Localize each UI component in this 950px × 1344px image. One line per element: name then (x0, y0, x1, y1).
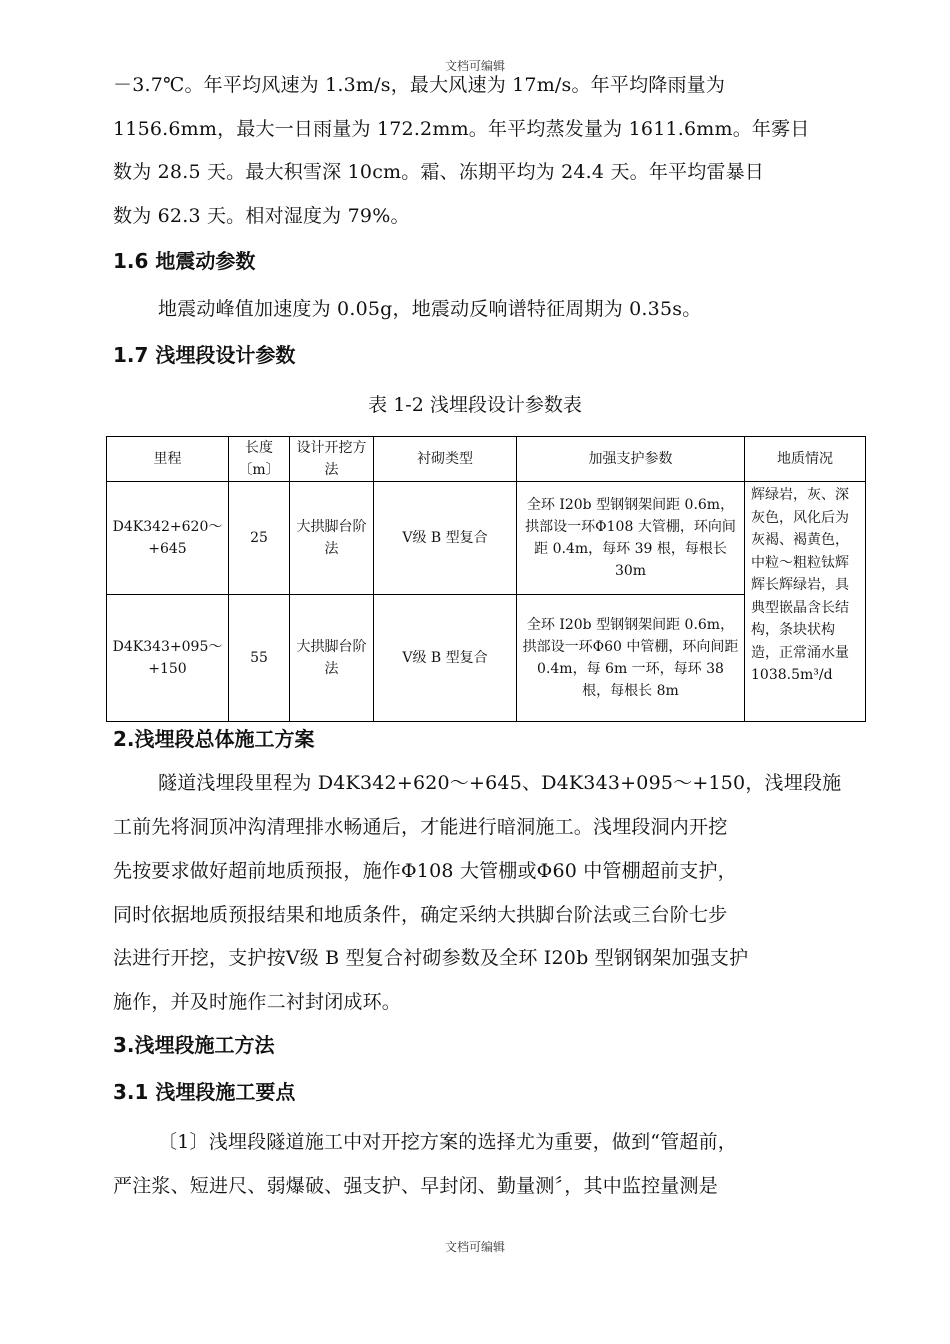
header-note: 文档可编辑 (444, 59, 505, 73)
cell-support: 全环 I20b 型钢钢架间距 0.6m，拱部设一环Φ60 中管棚，环向间距 0.4m，每 6m 一环，每环 38 根，每根长 8m (517, 595, 745, 722)
section-2-line-2: 工前先将洞顶冲沟清理排水畅通后，才能进行暗洞施工。浅埋段洞内开挖 (113, 816, 728, 838)
cell-geology: 辉绿岩，灰、深灰色，风化后为灰褐、褐黄色，中粒～粗粒钛辉辉长辉绿岩，具典型嵌晶含长结构，条块状构造，正常涌水量 1038.5m³/d (745, 482, 866, 722)
section-3-1-line-1: 〔1〕浅埋段隧道施工中对开挖方案的选择尤为重要，做到“管超前， (158, 1131, 738, 1153)
section-1-6-heading: 1.6 地震动参数 (113, 249, 256, 273)
section-2-line-6: 施作，并及时施作二衬封闭成环。 (113, 991, 402, 1013)
table-header-row (107, 437, 866, 482)
intro-line-3: 数为 28.5 天。最大积雪深 10cm。霜、冻期平均为 24.4 天。年平均雷暴日 (113, 161, 765, 183)
footer-note: 文档可编辑 (444, 1240, 505, 1254)
section-2-line-4: 同时依据地质预报结果和地质条件，确定采纳大拱脚台阶法或三台阶七步 (113, 904, 728, 926)
cell-length: 55 (229, 595, 290, 722)
cell-lining: Ⅴ级 B 型复合 (374, 595, 517, 722)
section-2-line-1: 隧道浅埋段里程为 D4K342+620～+645、D4K343+095～+150，浅埋段施 (158, 772, 842, 794)
header-lining: 衬砌类型 (374, 437, 517, 482)
design-parameter-table (106, 436, 866, 722)
table-row (107, 482, 866, 595)
cell-method: 大拱脚台阶法 (290, 595, 374, 722)
cell-mileage: D4K342+620～+645 (107, 482, 229, 595)
header-mileage: 里程 (107, 437, 229, 482)
section-2-line-5: 法进行开挖，支护按Ⅴ级 B 型复合衬砌参数及全环 I20b 型钢钢架加强支护 (113, 947, 749, 969)
section-1-7-heading: 1.7 浅埋段设计参数 (113, 343, 296, 367)
section-3-1-heading: 3.1 浅埋段施工要点 (113, 1080, 296, 1104)
section-3-heading: 3.浅埋段施工方法 (113, 1033, 275, 1057)
header-support: 加强支护参数 (517, 437, 745, 482)
intro-line-4: 数为 62.3 天。相对湿度为 79%。 (113, 205, 410, 227)
intro-line-2: 1156.6mm，最大一日雨量为 172.2mm。年平均蒸发量为 1611.6mm。年雾日 (113, 118, 810, 140)
cell-lining: Ⅴ级 B 型复合 (374, 482, 517, 595)
section-2-line-3: 先按要求做好超前地质预报，施作Φ108 大管棚或Φ60 中管棚超前支护， (113, 860, 737, 882)
cell-mileage: D4K343+095～+150 (107, 595, 229, 722)
section-3-1-line-2: 严注浆、短进尺、弱爆破、强支护、早封闭、勤量测〞，其中监控量测是 (113, 1175, 718, 1197)
cell-length: 25 (229, 482, 290, 595)
header-method: 设计开挖方法 (290, 437, 374, 482)
table-caption: 表 1-2 浅埋段设计参数表 (368, 394, 582, 416)
section-1-6-text: 地震动峰值加速度为 0.05g，地震动反响谱特征周期为 0.35s。 (158, 298, 702, 320)
header-length: 长度〔m〕 (229, 437, 290, 482)
cell-support: 全环 I20b 型钢钢架间距 0.6m，拱部设一环Φ108 大管棚，环向间距 0.4m，每环 39 根，每根长 30m (517, 482, 745, 595)
intro-line-1: －3.7℃。年平均风速为 1.3m/s，最大风速为 17m/s。年平均降雨量为 (113, 74, 726, 96)
header-geology: 地质情况 (745, 437, 866, 482)
section-2-heading: 2.浅埋段总体施工方案 (113, 727, 315, 751)
cell-method: 大拱脚台阶法 (290, 482, 374, 595)
